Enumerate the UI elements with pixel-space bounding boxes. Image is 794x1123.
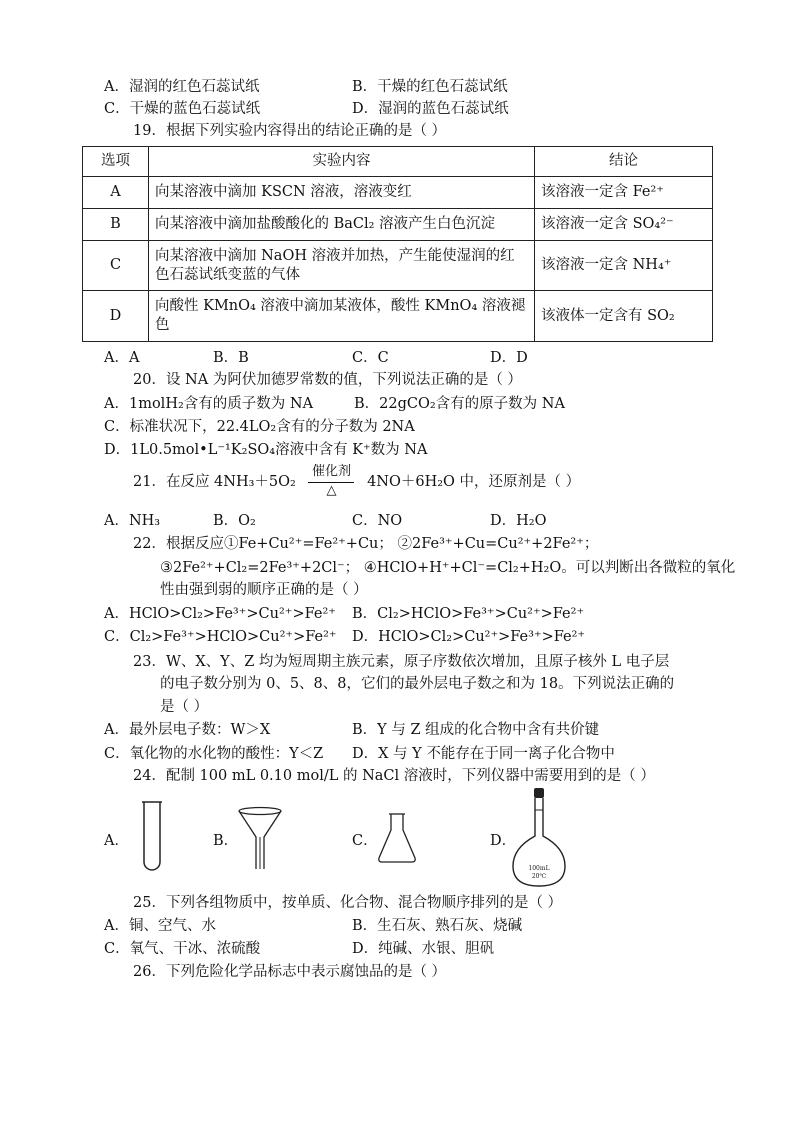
q23-stem-line3: 是（ ） [160, 699, 209, 715]
q23-option-a: A．最外层电子数：W＞X [104, 722, 271, 738]
q23-option-d: D．X 与 Y 不能存在于同一离子化合物中 [352, 746, 615, 762]
row-content: 向某溶液中滴加 KSCN 溶液，溶液变红 [149, 177, 535, 209]
q18-option-d: D．湿润的蓝色石蕊试纸 [352, 101, 509, 117]
q23-stem-line1: 23．W、X、Y、Z 均为短周期主族元素，原子序数依次增加，且原子核外 L 电子层 [133, 654, 670, 670]
q23-option-c: C．氧化物的水化物的酸性：Y＜Z [104, 746, 324, 762]
flask-volume-label: 100mL [528, 865, 550, 872]
funnel-icon [236, 805, 284, 871]
q19-option-d: D．D [490, 350, 528, 366]
q21-stem-pre: 21．在反应 4NH₃＋5O₂ [133, 474, 296, 490]
table-row [83, 209, 713, 241]
row-conclusion: 该溶液一定含 Fe²⁺ [535, 177, 713, 209]
q26-stem: 26．下列危险化学品标志中表示腐蚀品的是（ ） [133, 964, 447, 980]
test-tube-icon [140, 800, 164, 874]
q21-option-c: C．NO [352, 513, 403, 529]
q18-option-b: B．干燥的红色石蕊试纸 [352, 79, 508, 95]
q23-option-b: B．Y 与 Z 组成的化合物中含有共价键 [352, 722, 600, 738]
q18-option-a: A．湿润的红色石蕊试纸 [104, 79, 260, 95]
q25-option-a: A．铜、空气、水 [104, 918, 216, 934]
volumetric-flask-icon [508, 786, 570, 890]
q22-stem-line3: 性由强到弱的顺序正确的是（ ） [160, 582, 368, 598]
row-conclusion: 该溶液一定含 SO₄²⁻ [535, 209, 713, 241]
row-conclusion: 该液体一定含有 SO₂ [535, 291, 713, 342]
catalyst-label: 催化剂 [311, 464, 351, 479]
header-conclusion: 结论 [535, 147, 713, 177]
table-header-row [83, 147, 713, 177]
catalyst-arrow [306, 465, 356, 499]
q22-option-d: D．HClO>Cl₂>Cu²⁺>Fe³⁺>Fe²⁺ [352, 629, 586, 645]
q19-stem: 19．根据下列实验内容得出的结论正确的是（ ） [133, 123, 447, 139]
row-content: 向某溶液中滴加盐酸酸化的 BaCl₂ 溶液产生白色沉淀 [149, 209, 535, 241]
row-option: B [83, 209, 149, 241]
header-content: 实验内容 [149, 147, 535, 177]
q24-stem: 24．配制 100 mL 0.10 mol/L 的 NaCl 溶液时，下列仪器中需要用到的是（ ） [133, 768, 655, 784]
flask-temp-label: 20℃ [531, 873, 547, 880]
q19-table [82, 146, 713, 342]
q19-option-a: A．A [104, 350, 140, 366]
q20-option-b: B．22gCO₂含有的原子数为 NA [354, 396, 565, 412]
q25-stem: 25．下列各组物质中，按单质、化合物、混合物顺序排列的是（ ） [133, 895, 563, 911]
q18-option-c: C．干燥的蓝色石蕊试纸 [104, 101, 261, 117]
q22-stem-line2: ③2Fe²⁺+Cl₂=2Fe³⁺+2Cl⁻； ④HClO+H⁺+Cl⁻=Cl₂+H₂O。可以判断出各微粒的氧化 [160, 560, 736, 576]
q21-stem-post: 4NO＋6H₂O 中，还原剂是（ ） [367, 474, 581, 490]
q21-stem [133, 465, 580, 499]
q21-option-a: A．NH₃ [104, 513, 161, 529]
row-content: 向某溶液中滴加 NaOH 溶液并加热，产生能使湿润的红色石蕊试纸变蓝的气体 [149, 241, 535, 291]
q22-option-a: A．HClO>Cl₂>Fe³⁺>Cu²⁺>Fe²⁺ [104, 606, 336, 622]
row-conclusion: 该溶液一定含 NH₄⁺ [535, 241, 713, 291]
q25-option-c: C．氧气、干冰、浓硫酸 [104, 941, 261, 957]
q24-label-a: A． [104, 833, 129, 849]
q20-option-a: A．1molH₂含有的质子数为 NA [104, 396, 314, 412]
q25-option-d: D．纯碱、水银、胆矾 [352, 941, 495, 957]
table-row [83, 291, 713, 342]
row-option: D [83, 291, 149, 342]
q22-stem: 22．根据反应①Fe+Cu²⁺=Fe²⁺+Cu； ②2Fe³⁺+Cu=Cu²⁺+2Fe²⁺； [133, 536, 599, 552]
q24-label-c: C． [352, 833, 378, 849]
table-row [83, 241, 713, 291]
q24-label-d: D． [490, 833, 517, 849]
row-option: C [83, 241, 149, 291]
q19-option-b: B．B [213, 350, 249, 366]
heat-symbol: △ [326, 483, 337, 498]
q21-option-b: B．O₂ [213, 513, 256, 529]
q23-stem-line2: 的电子数分别为 0、5、8、8，它们的最外层电子数之和为 18。下列说法正确的 [160, 676, 675, 692]
q20-stem: 20．设 NA 为阿伏加德罗常数的值，下列说法正确的是（ ） [133, 372, 522, 388]
q21-option-d: D．H₂O [490, 513, 547, 529]
header-option: 选项 [83, 147, 149, 177]
q22-option-b: B．Cl₂>HClO>Fe³⁺>Cu²⁺>Fe²⁺ [352, 606, 585, 622]
q25-option-b: B．生石灰、熟石灰、烧碱 [352, 918, 523, 934]
q24-label-b: B． [213, 833, 239, 849]
q20-option-c: C．标准状况下，22.4LO₂含有的分子数为 2NA [104, 419, 415, 435]
row-content: 向酸性 KMnO₄ 溶液中滴加某液体，酸性 KMnO₄ 溶液褪色 [149, 291, 535, 342]
conical-flask-icon [376, 812, 418, 864]
q19-option-c: C．C [352, 350, 389, 366]
table-row [83, 177, 713, 209]
q22-option-c: C．Cl₂>Fe³⁺>HClO>Cu²⁺>Fe²⁺ [104, 629, 337, 645]
row-option: A [83, 177, 149, 209]
q20-option-d: D．1L0.5mol•L⁻¹K₂SO₄溶液中含有 K⁺数为 NA [104, 442, 428, 458]
